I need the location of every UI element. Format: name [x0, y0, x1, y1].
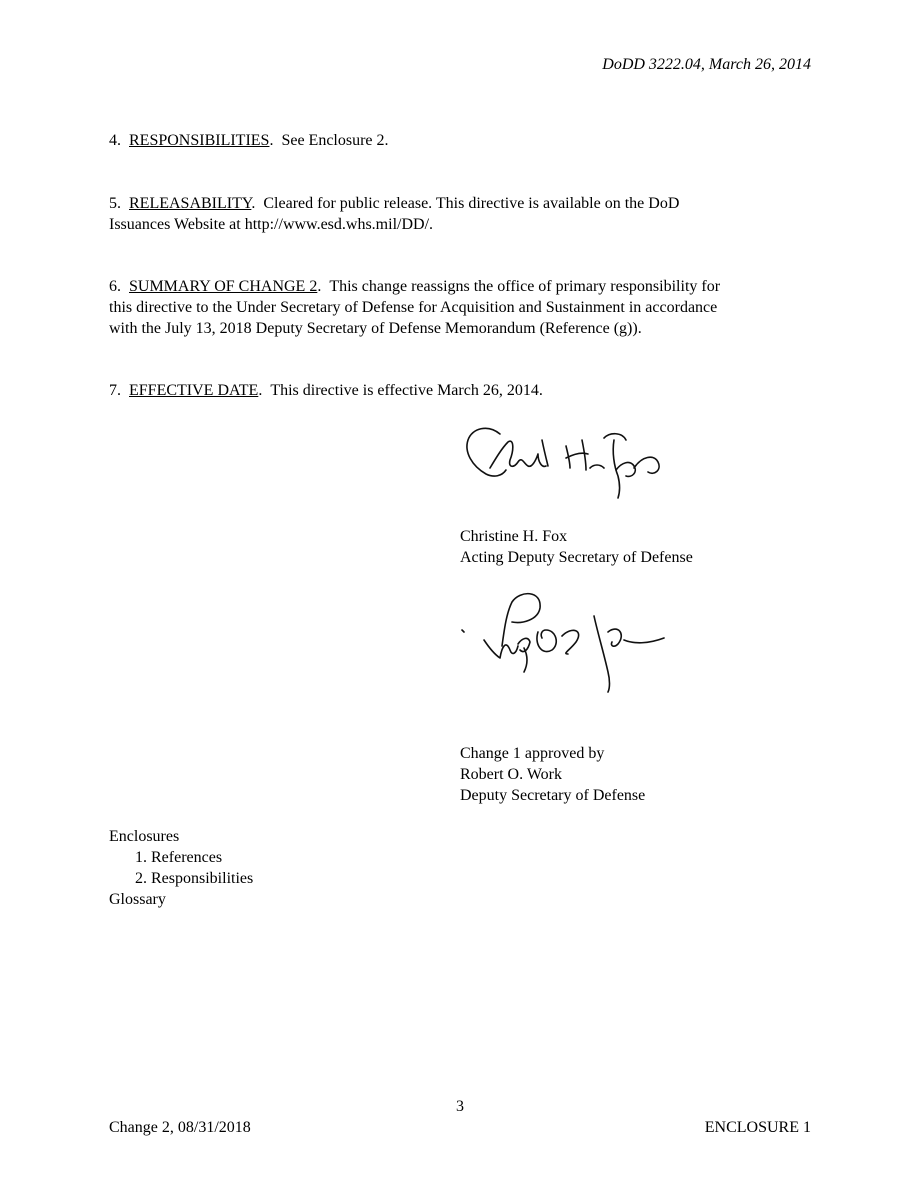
section-7: 7. EFFECTIVE DATE. This directive is effective March 26, 2014. [109, 382, 543, 399]
section-heading: RELEASABILITY [129, 195, 252, 212]
section-text: Issuances Website at http://www.esd.whs.mil/DD/. [109, 216, 434, 233]
signature-work-image [458, 584, 678, 694]
glossary-label: Glossary [109, 891, 166, 908]
section-number: 7. [109, 382, 121, 399]
section-number: 6. [109, 278, 121, 295]
signer-title: Deputy Secretary of Defense [460, 787, 646, 804]
enclosures-list [109, 826, 253, 910]
section-4: 4. RESPONSIBILITIES. See Enclosure 2. [109, 132, 389, 149]
section-heading: SUMMARY OF CHANGE 2 [129, 278, 318, 295]
section-text: with the July 13, 2018 Deputy Secretary of Defense Memorandum (Reference (g)). [109, 320, 642, 337]
enclosures-heading: Enclosures [109, 828, 180, 845]
section-text: this directive to the Under Secretary of Defense for Acquisition and Sustainment in accordance [109, 299, 718, 316]
section-heading: EFFECTIVE DATE [129, 382, 259, 399]
section-number: 5. [109, 195, 121, 212]
footer-enclosure: ENCLOSURE 1 [704, 1119, 811, 1136]
section-5: 5. RELEASABILITY. Cleared for public release. This directive is available on the DoD Issuances Website at http://www.esd.whs.mil/DD/. [109, 193, 811, 235]
signature-block-fox [460, 526, 693, 568]
enclosure-item: 1. References [135, 849, 223, 866]
document-header: DoDD 3222.04, March 26, 2014 [602, 56, 811, 73]
signer-title: Acting Deputy Secretary of Defense [460, 549, 693, 566]
signature-block-work [460, 743, 645, 806]
section-heading: RESPONSIBILITIES [129, 132, 270, 149]
section-text: This directive is effective March 26, 2014. [270, 382, 543, 399]
footer-change: Change 2, 08/31/2018 [109, 1119, 251, 1136]
approval-note: Change 1 approved by [460, 745, 605, 762]
page-number: 3 [456, 1098, 464, 1115]
signature-fox-image [458, 418, 678, 504]
section-6: 6. SUMMARY OF CHANGE 2. This change reassigns the office of primary responsibility for this directive to the Under Secretary of Defense for Acquisition and Sustainment in accordance with the July 13, 2018 Deputy Secretary of Defense Memorandum (Reference (g)). [109, 276, 811, 339]
section-text: Cleared for public release. This directive is available on the DoD [263, 195, 680, 212]
enclosure-item: 2. Responsibilities [135, 870, 254, 887]
signer-name: Christine H. Fox [460, 528, 568, 545]
section-text: This change reassigns the office of primary responsibility for [329, 278, 721, 295]
signer-name: Robert O. Work [460, 766, 562, 783]
section-text: See Enclosure 2. [281, 132, 389, 149]
section-number: 4. [109, 132, 121, 149]
